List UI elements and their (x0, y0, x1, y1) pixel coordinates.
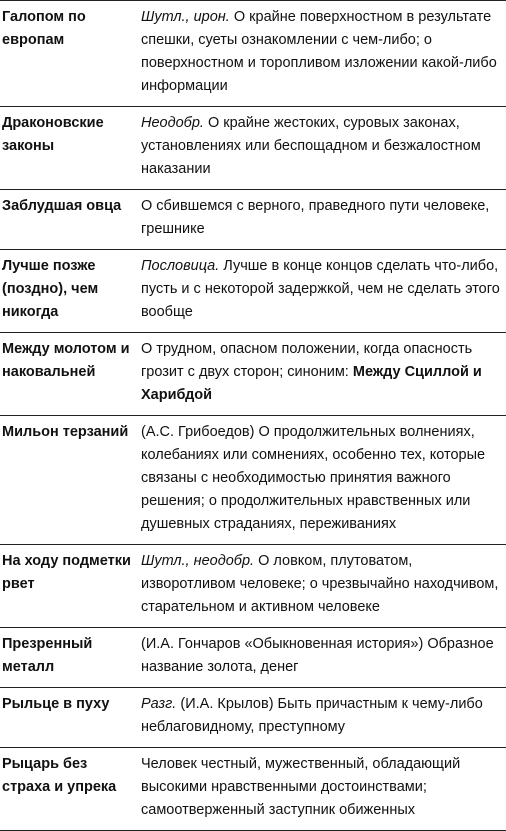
usage-note: Пословица. (141, 258, 220, 274)
table-row (0, 1, 506, 107)
entry-term: Галопом по европам (2, 9, 86, 48)
table-row (0, 748, 506, 831)
entry-definition (137, 688, 506, 748)
entry-definition (137, 628, 506, 688)
entry-term: Рыльце в пуху (2, 696, 110, 712)
definition-text: (И.А. Крылов) Быть причастным к чему-либо неблаговидному, преступному (141, 696, 483, 735)
usage-note: Шутл., неодобр. (141, 553, 255, 569)
table-row (0, 333, 506, 416)
entry-term: Заблудшая овца (2, 198, 122, 214)
table-row (0, 107, 506, 190)
definition-text: Человек честный, мужественный, обладающий высокими нравственными достоинствами; самоотверженный заступник обиженных (141, 756, 461, 818)
table-row (0, 190, 506, 250)
usage-note: Неодобр. (141, 115, 204, 131)
entry-term: Между молотом и наковальней (2, 341, 130, 380)
table-row (0, 545, 506, 628)
table-row (0, 688, 506, 748)
entry-term: На ходу подметки рвет (2, 553, 131, 592)
entry-term: Презренный металл (2, 636, 93, 675)
definition-text: (И.А. Гончаров «Обыкновенная история») Образное название золота, денег (141, 636, 494, 675)
entry-definition (137, 1, 506, 107)
entry-term: Драконовские законы (2, 115, 104, 154)
table-row (0, 250, 506, 333)
entry-definition (137, 190, 506, 250)
entry-term: Рыцарь без страха и упрека (2, 756, 117, 795)
entry-definition (137, 416, 506, 545)
entry-definition (137, 250, 506, 333)
definition-text: О ловком, плутоватом, изворотливом человеке; о чрезвычайно находчивом, старательном и активном человеке (141, 553, 499, 615)
definition-text: О трудном, опасном положении, когда опасность грозит с двух сторон; синоним: (141, 341, 473, 380)
definition-text: О крайне жестоких, суровых законах, установлениях или беспощадном и безжалостном наказании (141, 115, 481, 177)
entry-definition (137, 107, 506, 190)
entry-definition (137, 545, 506, 628)
entry-term: Лучше позже (поздно), чем никогда (2, 258, 99, 320)
table-row (0, 416, 506, 545)
entry-definition (137, 748, 506, 831)
synonym-reference: Между Сциллой и Харибдой (141, 364, 482, 403)
usage-note: Шутл., ирон. (141, 9, 230, 25)
entry-definition (137, 333, 506, 416)
table-row (0, 628, 506, 688)
definition-text: (А.С. Грибоедов) О продолжительных волнениях, колебаниях или сомнениях, особенно тех, которые связаны с необходимостью принятия важного решения; о продолжительных нравственных или душевных страданиях, переживаниях (141, 424, 486, 532)
definition-text: О сбившемся с верного, праведного пути человеке, грешнике (141, 198, 490, 237)
usage-note: Разг. (141, 696, 177, 712)
entry-term: Мильон терзаний (2, 424, 129, 440)
definition-text: Лучше в конце концов сделать что-либо, пусть и с некоторой задержкой, чем не сделать этого вообще (141, 258, 500, 320)
definition-text: О крайне поверхностном в результате спешки, суеты ознакомлении с чем-либо; о поверхностном и торопливом изложении какой-либо информации (141, 9, 497, 94)
